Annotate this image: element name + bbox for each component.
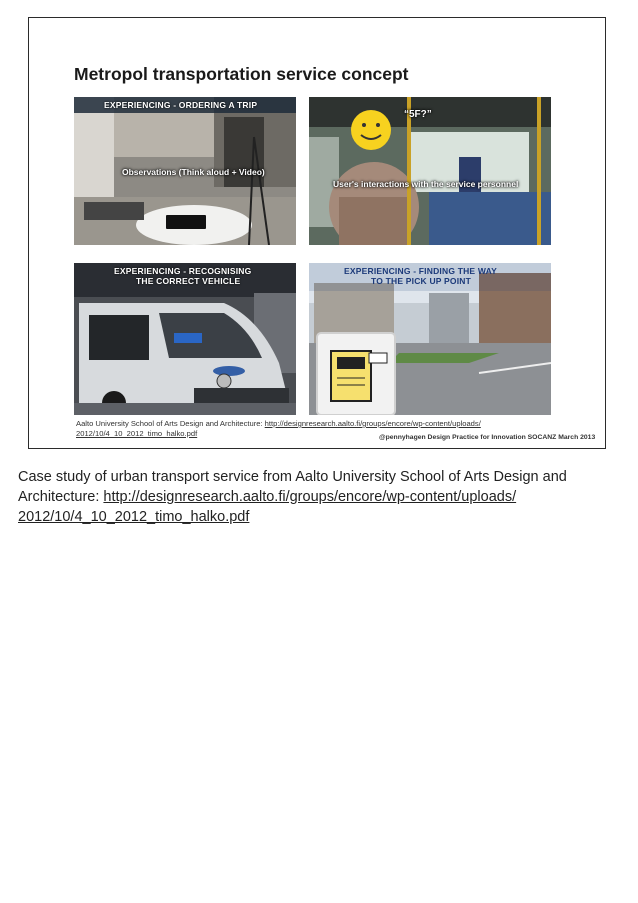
smiley-face-icon — [351, 110, 391, 150]
photo-caption-line1: EXPERIENCING - FINDING THE WAY — [344, 266, 498, 276]
photo-bus-interior — [309, 97, 551, 245]
photo-caption: User's interactions with the service personnel — [333, 179, 519, 189]
note-text: Case study of urban transport service from Aalto University School of Arts Design and Architecture: — [18, 469, 567, 505]
slide-footer: @pennyhagen Design Practice for Innovation SOCANZ March 2013 — [379, 434, 596, 441]
speech-overlay: “5F?” — [404, 109, 432, 120]
credit-link[interactable]: http://designresearch.aalto.fi/groups/encore/wp-content/uploads/ 2012/10/4_10_2012_timo_halko.pdf — [76, 419, 481, 438]
slide-title: Metropol transportation service concept — [74, 64, 409, 84]
photo-overlay-text: Observations (Think aloud + Video) — [122, 167, 265, 177]
photo-caption-line1: EXPERIENCING - RECOGNISING — [114, 266, 252, 276]
note-link[interactable]: http://designresearch.aalto.fi/groups/encore/wp-content/uploads/ 2012/10/4_10_2012_timo_halko.pdf — [18, 489, 517, 525]
photo-caption-line2: TO THE PICK UP POINT — [371, 276, 472, 286]
photo-ordering-trip — [74, 97, 296, 245]
photo-minibus — [74, 263, 296, 415]
credit-prefix: Aalto University School of Arts Design and Architecture: — [76, 419, 265, 428]
photo-caption: EXPERIENCING - ORDERING A TRIP — [104, 100, 258, 110]
photo-pickup-point — [309, 263, 551, 415]
slide-note — [18, 467, 618, 527]
photo-caption-line2: THE CORRECT VEHICLE — [136, 276, 241, 286]
slide — [28, 17, 606, 449]
